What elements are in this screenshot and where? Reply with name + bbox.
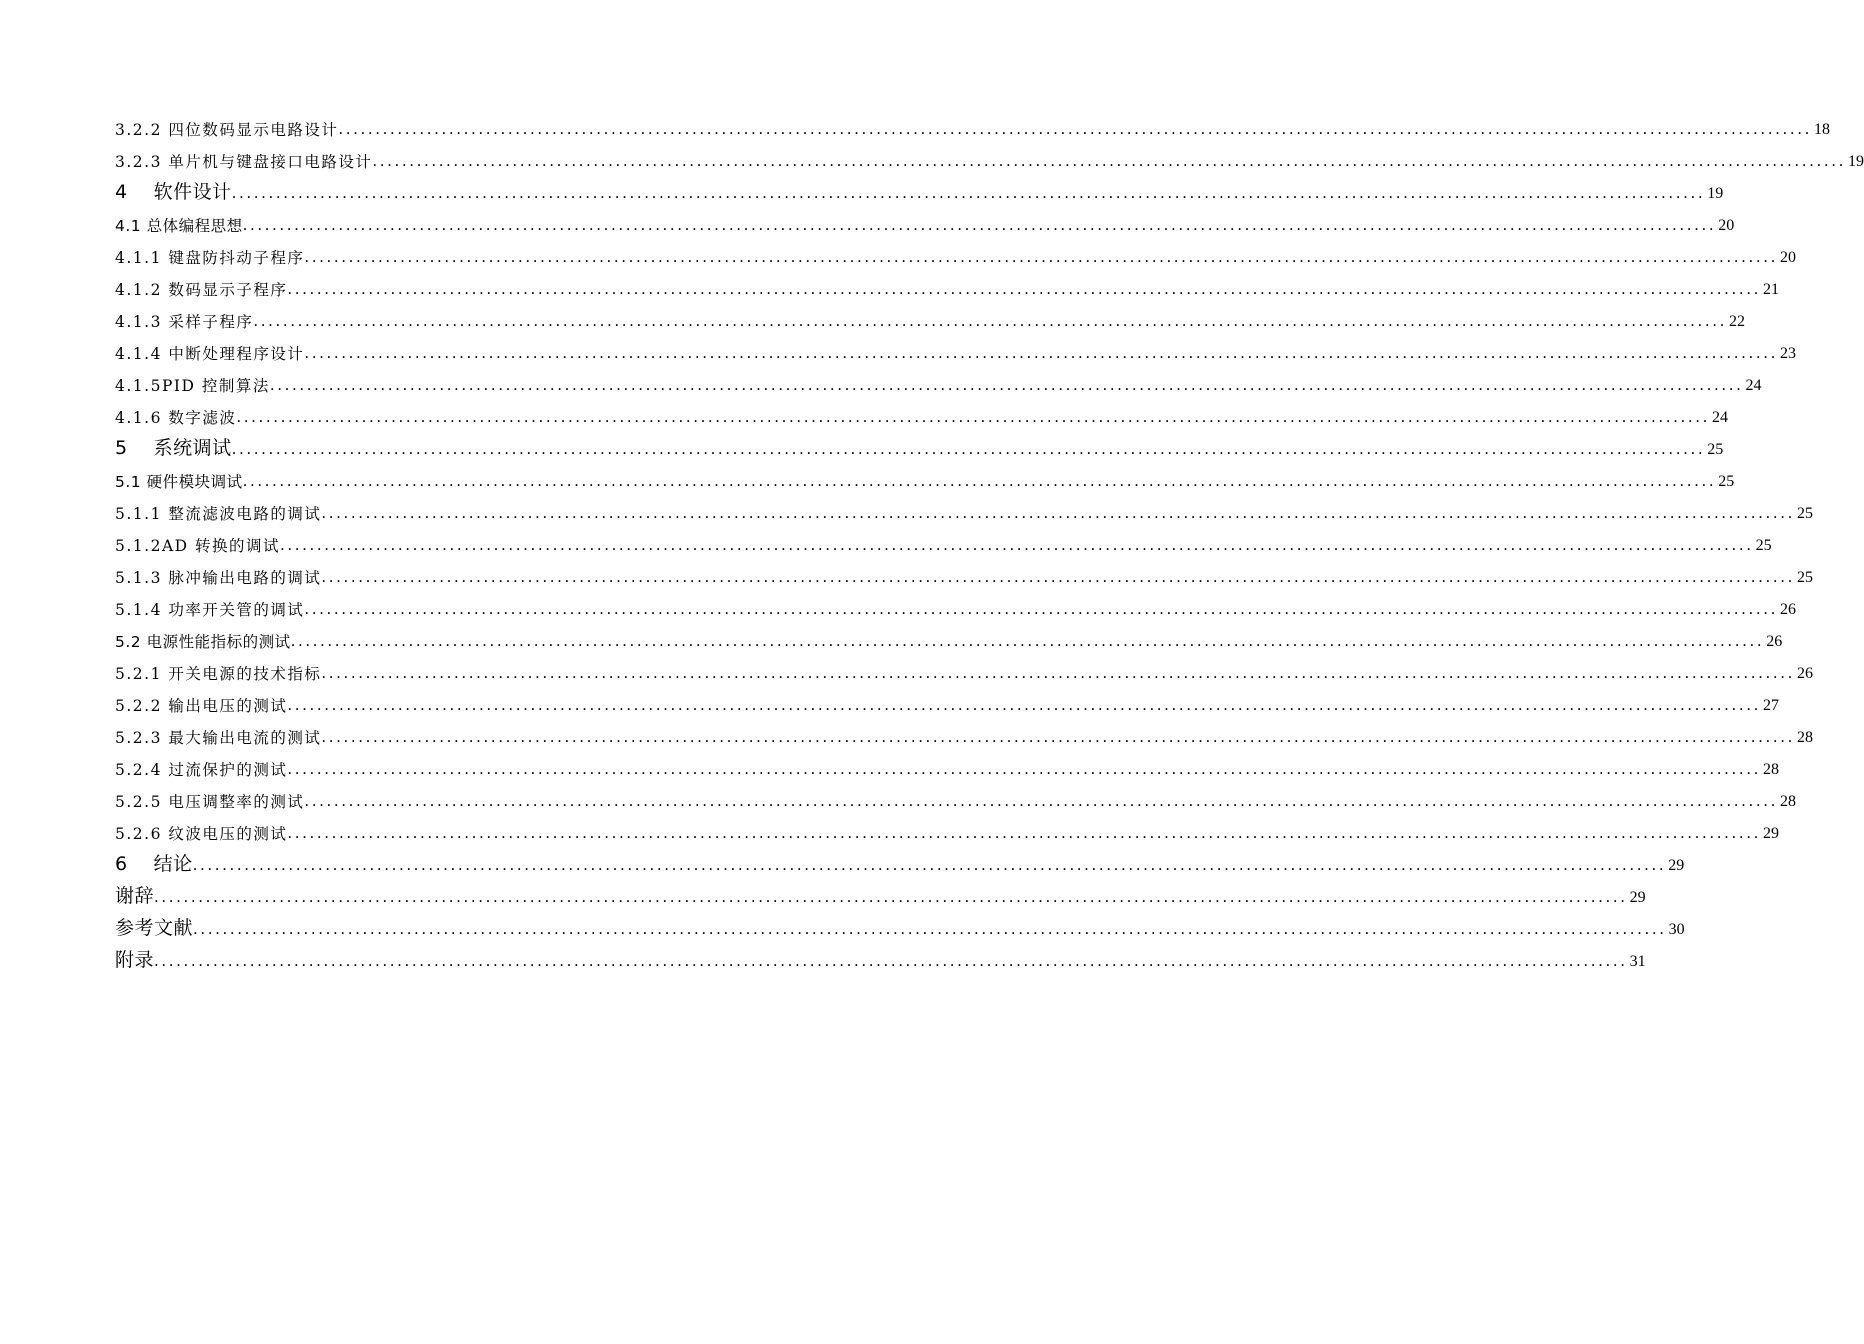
toc-leader-dots: ........................................................................................................................................................................................................ [231,184,1706,202]
toc-entry[interactable] [115,468,1735,492]
toc-leader-dots: ........................................................................................................................................................................................................ [242,216,1717,234]
toc-page-number: 26 [1766,633,1783,650]
toc-entry[interactable] [115,916,1685,940]
toc-page-number: 25 [1718,473,1735,490]
toc-entry[interactable] [115,500,1813,524]
toc-entry-title: 5.2.4 过流保护的测试 [115,761,288,779]
toc-entry-title: 5.1.2AD 转换的调试 [115,537,280,555]
toc-entry[interactable] [115,692,1779,716]
toc-entry[interactable] [115,596,1796,620]
toc-page-number: 29 [1629,889,1646,906]
toc-entry[interactable] [115,244,1796,268]
toc-page-number: 24 [1712,409,1728,426]
toc-page-number: 28 [1797,729,1813,746]
toc-leader-dots: ........................................................................................................................................................................................................ [372,152,1846,170]
toc-page-number: 25 [1707,441,1724,458]
toc-entry-title: 5.2.1 开关电源的技术指标 [115,665,322,683]
toc-leader-dots: ........................................................................................................................................................................................................ [304,344,1778,362]
toc-entry[interactable] [115,212,1735,236]
toc-leader-dots: ........................................................................................................................................................................................................ [154,888,1628,906]
toc-leader-dots: ........................................................................................................................................................................................................ [287,824,1761,842]
toc-page-number: 19 [1707,185,1724,202]
toc-entry-title: 5.1.3 脉冲输出电路的调试 [115,569,322,587]
toc-entry[interactable] [115,436,1724,460]
toc-page-number: 28 [1763,761,1779,778]
toc-entry-title: 5.2.6 纹波电压的测试 [115,825,288,843]
toc-leader-dots: ........................................................................................................................................................................................................ [287,760,1761,778]
toc-entry-title: 5.2 电源性能指标的测试 [115,633,291,651]
toc-entry-title: 4 软件设计 [115,181,232,203]
toc-leader-dots: ........................................................................................................................................................................................................ [321,664,1795,682]
toc-leader-dots: ........................................................................................................................................................................................................ [231,440,1706,458]
toc-page-number: 19 [1848,153,1864,170]
toc-page-number: 31 [1629,953,1646,970]
toc-leader-dots: ........................................................................................................................................................................................................ [154,952,1628,970]
toc-entry-title: 参考文献 [115,917,194,939]
toc-entry-title: 5.2.3 最大输出电流的测试 [115,729,322,747]
toc-entry-title: 3.2.2 四位数码显示电路设计 [115,121,339,139]
toc-page-number: 28 [1780,793,1796,810]
toc-entry[interactable] [115,180,1724,204]
toc-leader-dots: ........................................................................................................................................................................................................ [193,920,1667,938]
toc-page-number: 25 [1797,505,1813,522]
toc-entry-title: 4.1 总体编程思想 [115,217,243,235]
toc-entry-title: 4.1.3 采样子程序 [115,313,254,331]
toc-entry[interactable] [115,948,1646,972]
toc-page-number: 29 [1763,825,1779,842]
toc-entry-title: 5.2.2 输出电压的测试 [115,697,288,715]
toc-leader-dots: ........................................................................................................................................................................................................ [287,280,1761,298]
toc-entry[interactable] [115,404,1728,428]
toc-leader-dots: ........................................................................................................................................................................................................ [290,632,1765,650]
toc-leader-dots: ........................................................................................................................................................................................................ [287,696,1761,714]
toc-entry[interactable] [115,564,1813,588]
toc-entry-title: 5.2.5 电压调整率的测试 [115,793,305,811]
toc-leader-dots: ........................................................................................................................................................................................................ [269,376,1744,394]
toc-entry-title: 4.1.4 中断处理程序设计 [115,345,305,363]
toc-entry[interactable] [115,148,1864,172]
toc-page-number: 20 [1780,249,1796,266]
toc-leader-dots: ........................................................................................................................................................................................................ [280,536,1754,554]
toc-leader-dots: ........................................................................................................................................................................................................ [253,312,1727,330]
toc-leader-dots: ........................................................................................................................................................................................................ [321,728,1795,746]
toc-entry[interactable] [115,820,1779,844]
toc-entry-title: 4.1.5PID 控制算法 [115,377,270,395]
toc-entry[interactable] [115,628,1783,652]
toc-page-number: 20 [1718,217,1735,234]
toc-leader-dots: ........................................................................................................................................................................................................ [338,120,1812,138]
toc-page-number: 22 [1729,313,1745,330]
toc-entry-title: 5.1.1 整流滤波电路的调试 [115,505,322,523]
toc-leader-dots: ........................................................................................................................................................................................................ [304,248,1778,266]
toc-page-number: 21 [1763,281,1779,298]
toc-page-number: 29 [1668,857,1685,874]
toc-leader-dots: ........................................................................................................................................................................................................ [242,472,1717,490]
toc-leader-dots: ........................................................................................................................................................................................................ [321,568,1795,586]
toc-entry-title: 5 系统调试 [115,437,232,459]
toc-entry[interactable] [115,884,1646,908]
toc-entry[interactable] [115,340,1796,364]
toc-entry[interactable] [115,788,1796,812]
toc-entry-title: 5.1.4 功率开关管的调试 [115,601,305,619]
toc-entry-title: 谢辞 [115,885,155,907]
toc-entry-title: 4.1.6 数字滤波 [115,409,237,427]
toc-entry[interactable] [115,852,1685,876]
toc-page-number: 30 [1668,921,1685,938]
toc-page-number: 25 [1797,569,1813,586]
toc-entry[interactable] [115,724,1813,748]
toc-leader-dots: ........................................................................................................................................................................................................ [321,504,1795,522]
toc-leader-dots: ........................................................................................................................................................................................................ [236,408,1710,426]
toc-page-number: 26 [1780,601,1796,618]
toc-entry-title: 3.2.3 单片机与键盘接口电路设计 [115,153,373,171]
toc-leader-dots: ........................................................................................................................................................................................................ [304,600,1778,618]
toc-entry[interactable] [115,276,1779,300]
toc-leader-dots: ........................................................................................................................................................................................................ [304,792,1778,810]
toc-entry[interactable] [115,116,1830,140]
toc-page-number: 25 [1755,537,1772,554]
toc-entry-title: 6 结论 [115,853,193,875]
toc-entry[interactable] [115,660,1813,684]
toc-page-number: 26 [1797,665,1813,682]
toc-entry[interactable] [115,308,1745,332]
toc-page-number: 27 [1763,697,1779,714]
toc-entry-title: 4.1.2 数码显示子程序 [115,281,288,299]
toc-entry-title: 5.1 硬件模块调试 [115,473,243,491]
toc-entry[interactable] [115,756,1779,780]
toc-leader-dots: ........................................................................................................................................................................................................ [192,856,1667,874]
toc-page-number: 23 [1780,345,1796,362]
toc-entry[interactable] [115,372,1762,396]
toc-page-number: 18 [1814,121,1830,138]
toc-entry-title: 4.1.1 键盘防抖动子程序 [115,249,305,267]
toc-page-number: 24 [1745,377,1762,394]
toc-entry[interactable] [115,532,1772,556]
toc-entry-title: 附录 [115,949,155,971]
